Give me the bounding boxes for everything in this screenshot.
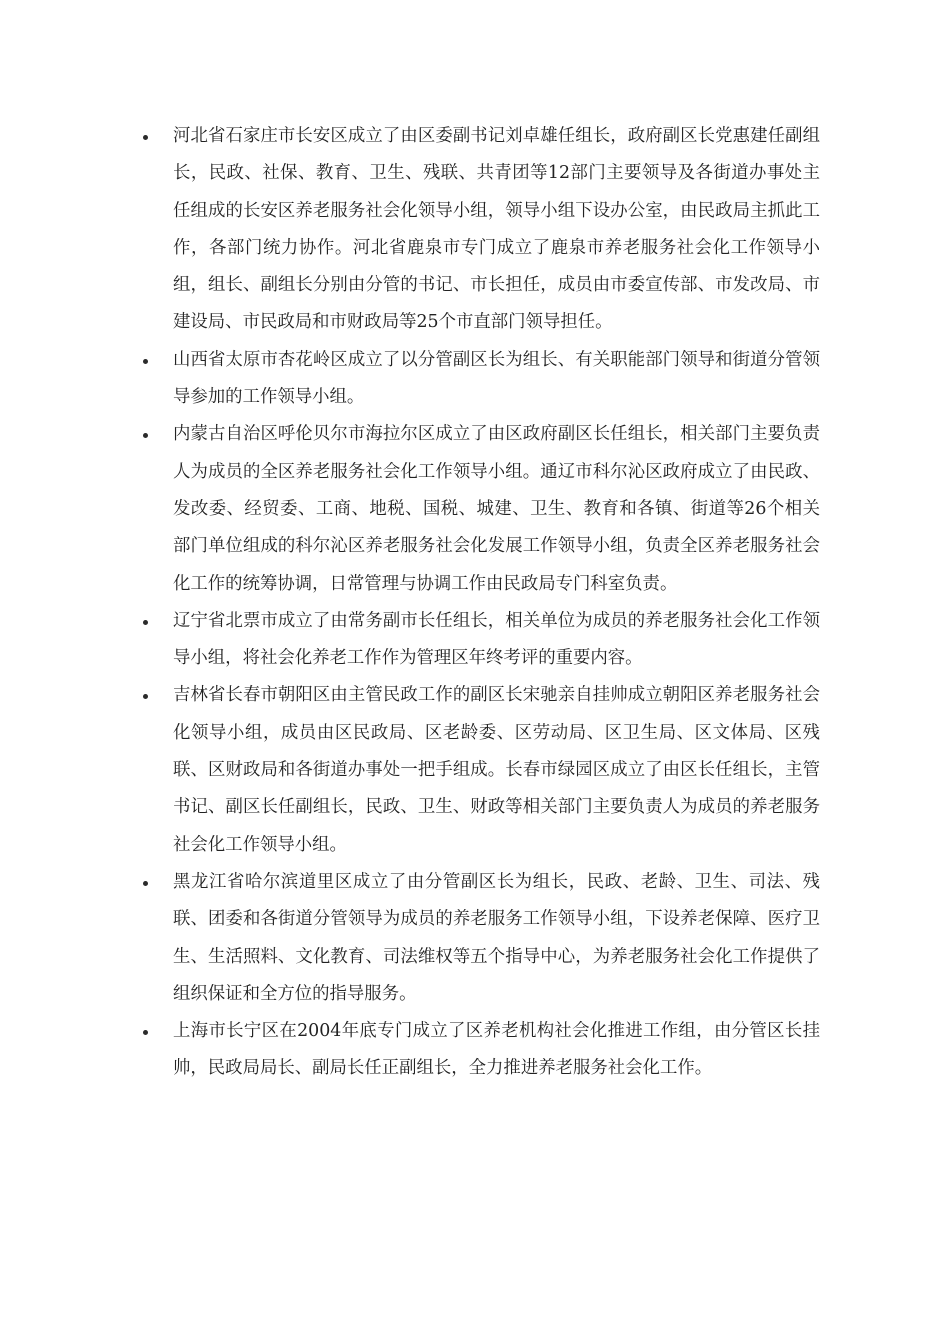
paragraph-text: 山西省太原市杏花岭区成立了以分管副区长为组长、有关职能部门领导和街道分管领导参加的工作领导小组。 — [173, 349, 820, 408]
bullet-point — [143, 694, 148, 699]
paragraph-text: 上海市长宁区在2004年底专门成立了区养老机构社会化推进工作组，由分管区长挂帅，民政局局长、副局长任正副组长，全力推进养老服务社会化工作。 — [173, 1021, 820, 1079]
list-item — [140, 864, 820, 1013]
paragraph-text: 河北省石家庄市长安区成立了由区委副书记刘卓雄任组长，政府副区长党惠建任副组长，民政、社保、教育、卫生、残联、共青团等12部门主要领导及各街道办事处主任组成的长安区养老服务社会化领导小组，领导小组下设办公室，由民政局主抓此工作，各部门统力协作。河北省鹿泉市专门成立了鹿泉市养老服务社会化工作领导小组，组长、副组长分别由分管的书记、市长担任，成员由市委宣传部、市发改局、市建设局、市民政局和市财政局等25个市直部门领导担任。 — [173, 126, 820, 333]
bullet-point — [143, 433, 148, 438]
paragraph-text: 内蒙古自治区呼伦贝尔市海拉尔区成立了由区政府副区长任组长，相关部门主要负责人为成员的全区养老服务社会化工作领导小组。通辽市科尔沁区政府成立了由民政、发改委、经贸委、工商、地税、国税、城建、卫生、教育和各镇、街道等26个相关部门单位组成的科尔沁区养老服务社会化发展工作领导小组，负责全区养老服务社会化工作的统筹协调，日常管理与协调工作由民政局专门科室负责。 — [173, 424, 820, 594]
list-item — [140, 1013, 820, 1088]
paragraph-text: 吉林省长春市朝阳区由主管民政工作的副区长宋驰亲自挂帅成立朝阳区养老服务社会化领导小组，成员由区民政局、区老龄委、区劳动局、区卫生局、区文体局、区残联、区财政局和各街道办事处一把手组成。长春市绿园区成立了由区长任组长，主管书记、副区长任副组长，民政、卫生、财政等相关部门主要负责人为成员的养老服务社会化工作领导小组。 — [173, 685, 820, 855]
list-item — [140, 118, 820, 342]
bullet-list — [140, 118, 820, 1088]
bullet-point — [143, 359, 148, 364]
bullet-point — [143, 620, 148, 625]
paragraph-text: 辽宁省北票市成立了由常务副市长任组长，相关单位为成员的养老服务社会化工作领导小组，将社会化养老工作作为管理区年终考评的重要内容。 — [173, 610, 820, 669]
bullet-point — [143, 1030, 148, 1035]
list-item — [140, 603, 820, 678]
bullet-point — [143, 881, 148, 886]
paragraph-text: 黑龙江省哈尔滨道里区成立了由分管副区长为组长，民政、老龄、卫生、司法、残联、团委和各街道分管领导为成员的养老服务工作领导小组，下设养老保障、医疗卫生、生活照料、文化教育、司法维权等五个指导中心，为养老服务社会化工作提供了组织保证和全方位的指导服务。 — [173, 871, 820, 1004]
list-item — [140, 677, 820, 863]
bullet-point — [143, 135, 148, 140]
list-item — [140, 342, 820, 417]
list-item — [140, 416, 820, 602]
